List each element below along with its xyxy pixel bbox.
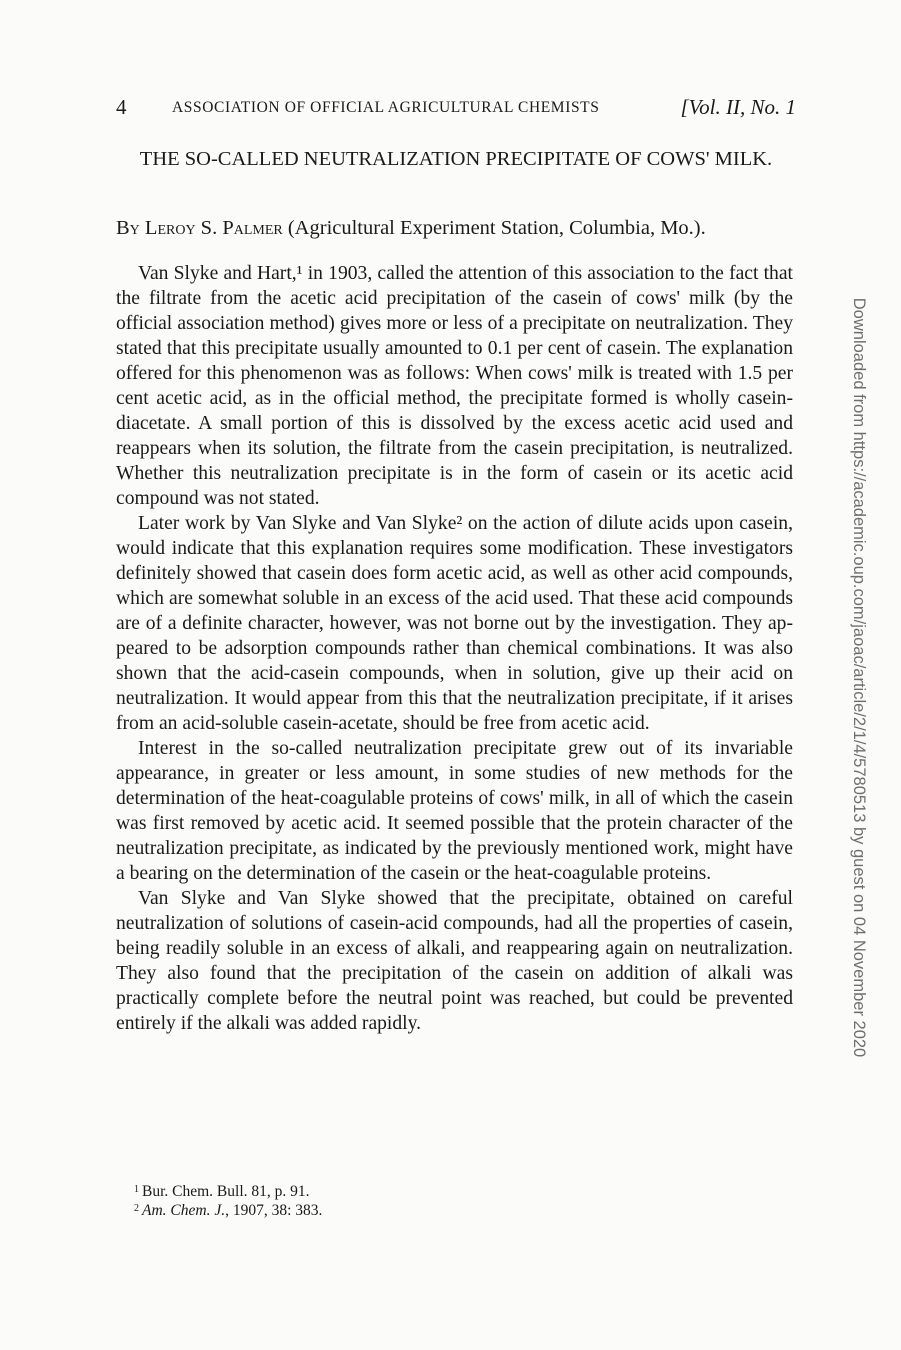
footnote bbox=[134, 1200, 734, 1219]
footnote-text: , 1907, 38: 383. bbox=[225, 1202, 323, 1219]
page-number: 4 bbox=[116, 95, 127, 119]
footnote-text: Bur. Chem. Bull. 81, p. 91. bbox=[142, 1183, 310, 1200]
byline bbox=[116, 216, 806, 240]
paragraph: Later work by Van Slyke and Van Slyke² on the action of dilute acids upon casein, would indicate that this explanation requires some modification. These investigators definitely showed that casein does form acetic acid, as well as other acid compounds, which are somewhat soluble in an excess of the acid used. That these acid compounds are of a definite character, however, was not borne out by the investigation. They appeared to be adsorption compounds rather than chemical combinations. It was also shown that the acid-casein compounds, when in solution, give up their acid on neutralization. It would appear from this that the neutralization precipitate, if it arises from an acid-soluble casein-acetate, should be free from acetic acid. bbox=[116, 513, 793, 734]
watermark-text: Downloaded from https://academic.oup.com/jaoac/article/2/1/4/5780513 by guest on 04 November 2020 bbox=[850, 297, 868, 1058]
footnote bbox=[134, 1181, 734, 1200]
paragraph: Interest in the so-called neutralization precipitate grew out of its invariable appearance, in greater or less amount, in some studies of new methods for the determination of the heat-coagulable proteins of cows' milk, in all of which the casein was first removed by acetic acid. It seemed possible that the protein character of the neutralization precipitate, as indicated by the previously mentioned work, might have a bearing on the determination of the casein or the heat-coagulable proteins. bbox=[116, 738, 793, 884]
paragraph: Van Slyke and Van Slyke showed that the precipitate, obtained on careful neutralization of solutions of casein-acid compounds, had all the properties of casein, being readily soluble in an excess of alkali, and reappearing again on neutralization. They also found that the precipitation of the casein on addition of alkali was practically complete before the neutral point was reached, but could be prevented entirely if the alkali was added rapidly. bbox=[116, 888, 793, 1034]
byline-by: By bbox=[116, 217, 140, 239]
footnote-marker: 1 bbox=[134, 1184, 139, 1195]
article-title: THE SO-CALLED NEUTRALIZATION PRECIPITATE OF COWS' MILK. bbox=[139, 148, 773, 170]
article-body bbox=[116, 261, 793, 1036]
running-header bbox=[116, 95, 796, 123]
volume-issue: [Vol. II, No. 1 bbox=[680, 95, 796, 119]
journal-name: ASSOCIATION OF OFFICIAL AGRICULTURAL CHEMISTS bbox=[172, 99, 600, 116]
footnote-marker: 2 bbox=[134, 1203, 139, 1214]
footnotes bbox=[134, 1181, 734, 1219]
footnote-journal: Am. Chem. J. bbox=[142, 1202, 226, 1219]
author-affiliation: (Agricultural Experiment Station, Columbia, Mo.). bbox=[287, 217, 706, 239]
paragraph: Van Slyke and Hart,¹ in 1903, called the attention of this association to the fact that the filtrate from the acetic acid precipitation of the casein of cows' milk (by the official association method) gives more or less of a precipitate on neutralization. They stated that this precipitate usually amounted to 0.1 per cent of casein. The explanation offered for this phenomenon was as follows: When cows' milk is treated with 1.5 per cent acetic acid, as in the official method, the precipitate formed is wholly casein-diacetate. A small portion of this is dissolved by the excess acetic acid used and reappears when its solution, the filtrate from the casein precipitation, is neutralized. Whether this neutralization precipitate is in the form of casein or its acetic acid compound was not stated. bbox=[116, 263, 793, 509]
download-watermark bbox=[847, 290, 871, 1065]
author-name: Leroy S. Palmer bbox=[144, 217, 283, 239]
